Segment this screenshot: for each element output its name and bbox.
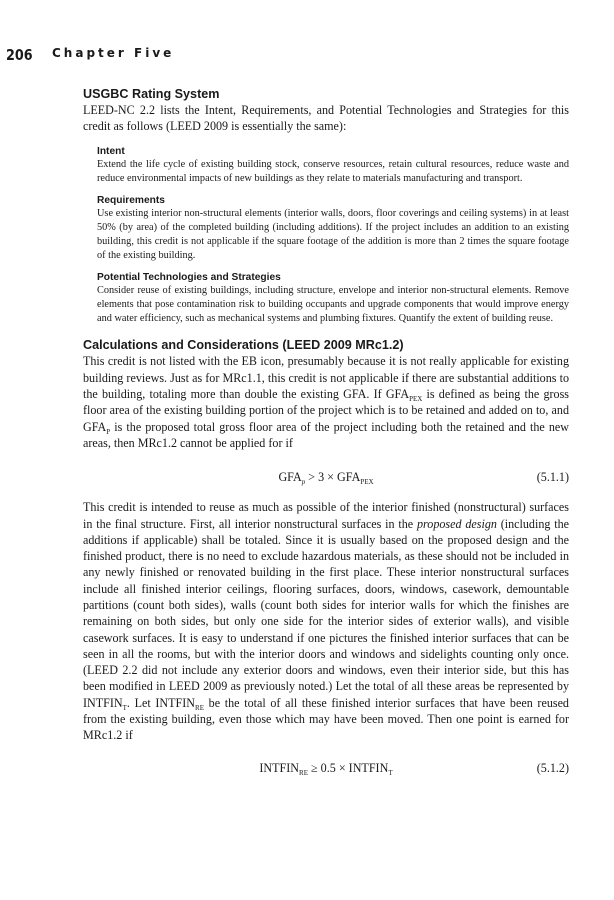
chapter-title: Chapter Five xyxy=(52,46,175,60)
intent-heading: Intent xyxy=(97,145,125,157)
requirements-text: Use existing interior non-structural elements (interior walls, doors, floor coverings and ceiling systems) in at least 50% (by area) of the completed building (including additions). If the project includes an addition to an existing building, this credit is not applicable if the square footage of the addition is more than 2 times the square footage of the existing building. xyxy=(97,207,569,262)
equation-expression: $GFA_p > 3 \times GFA_{PEX}$ xyxy=(278,470,374,487)
credit-quote xyxy=(97,145,569,327)
usgbc-intro: LEED-NC 2.2 lists the Intent, Requirements, and Potential Technologies and Strategies for this credit as follows (LEED 2009 is essentially the same): xyxy=(83,103,569,134)
intent-text: Extend the life cycle of existing building stock, conserve resources, retain cultural resources, reduce waste and reduce environmental impacts of new buildings as they relate to materials manufacturing and transport. xyxy=(97,158,569,184)
running-header xyxy=(6,45,175,64)
page-number: 206 xyxy=(6,46,33,64)
equation-expression: $INTFIN_{RE} \ge 0.5$ × $INTFIN_T$ xyxy=(259,760,393,777)
equation-number: (5.1.1) xyxy=(536,470,569,485)
equation-number: (5.1.2) xyxy=(536,760,569,775)
calc-paragraph-1: This credit is not listed with the EB icon, presumably because it is not really applicable for existing building reviews. Just as for MRc1.1, this credit is not applicable if there are substantial additions to the building, totaling more than double the existing GFA. If $GFA_{PEX}$ is defined as being the gross floor area of the existing building portion of the project which is to be retained and added on to, and $GFA_P$ is the proposed total gross floor area of the project including both the retained and the new areas, then MRc1.2 cannot be applied for if xyxy=(83,354,569,450)
main-content xyxy=(83,86,569,778)
calc-heading: Calculations and Considerations (LEED 2009 MRc1.2) xyxy=(83,338,404,353)
strategies-text: Consider reuse of existing buildings, including structure, envelope and interior non-structural elements. Remove elements that pose contamination risk to building occupants and upgrade components that would improve energy and water efficiency, such as mechanical systems and plumbing fixtures. Quantify the extent of building reuse. xyxy=(97,285,569,325)
equation-5-1-2 xyxy=(83,758,569,778)
usgbc-heading: USGBC Rating System xyxy=(83,87,220,101)
strategies-heading: Potential Technologies and Strategies xyxy=(97,272,281,284)
calc-paragraph-2: This credit is intended to reuse as much as possible of the interior finished (nonstructural) surfaces in the final structure. First, all interior nonstructural surfaces in the proposed design (including the additions if applicable) shall be totaled. Since it is usually based on the proposed design and the finished product, there is no need to exclude hazardous materials, as these should not be included in any newly finished or renovated building in the first place. These interior nonstructural surfaces include all finished interior ceilings, flooring surfaces, doors, windows, casework, demountable partitions (count both sides), walls (count both sides for interior walls for which the finishes are remaining on both sides, but only one side for the interior sides of exterior walls), and visible casework surfaces. It is easy to understand if one pictures the finished interior surfaces that can be seen in all the rooms, but with the interior doors and windows and sidelights counting only once. (LEED 2.2 did not include any exterior doors and windows, even their interior side, but this has been modified in LEED 2009 as previously noted.) Let the total of all these areas be represented by $INTFIN_T$. Let $INTFIN_{RE}$ be the total of all these finished interior surfaces that have been reused from the existing building, even those which may have been moved. Then one point is earned for MRc1.2 if xyxy=(83,500,570,743)
requirements-heading: Requirements xyxy=(97,194,165,206)
equation-5-1-1 xyxy=(83,467,569,487)
